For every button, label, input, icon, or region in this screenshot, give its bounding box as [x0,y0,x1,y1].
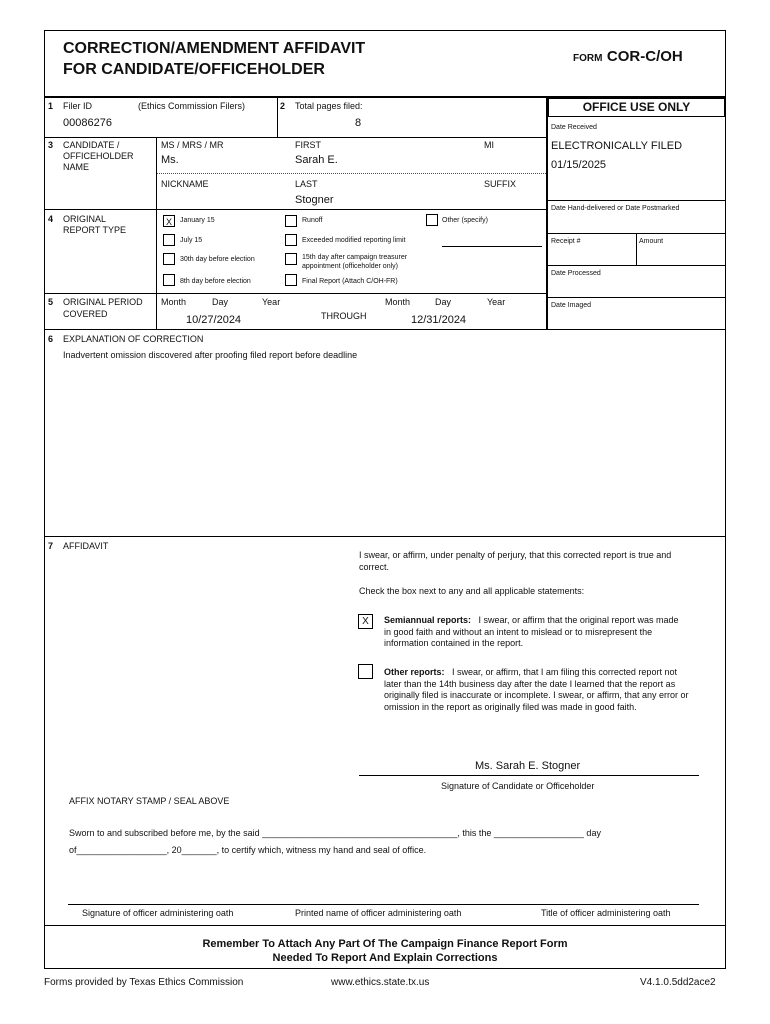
signature-line [359,775,699,776]
section-5-number: 5 [48,297,54,307]
form-id: FORM COR-C/OH [573,48,683,65]
filed-date: 01/15/2025 [551,159,607,171]
explanation-text[interactable]: Inadvertent omission discovered after proofing filed report before deadline [63,350,358,360]
explanation-label: EXPLANATION OF CORRECTION [63,334,204,344]
divider [547,265,726,266]
15th-day-label: appointment (officeholder only) [302,263,398,270]
end-day-label: Day [435,297,452,307]
divider [547,297,726,298]
signature-label: Signature of Candidate or Officeholder [441,781,595,791]
divider [636,233,637,265]
sworn-statement: Sworn to and subscribed before me, by the said _______________________________________, this the __________________ day [69,828,601,838]
8th-day-checkbox[interactable] [163,274,175,286]
name-label: NAME [63,162,90,172]
end-year-label: Year [487,297,506,307]
other-label: Other (specify) [442,217,488,224]
section-3-number: 3 [48,140,54,150]
other-reports-text: I swear, or affirm, that I am filing this corrected report not later than the 14th business day after the date I learned that the report as originally filed is inaccurate or incomplete. I swear, or affirm, that any error or omission in the report as originally filed was made in good faith. [384,667,689,712]
july-15-label: July 15 [180,237,203,244]
suffix-label: SUFFIX [484,179,517,189]
total-pages-label: Total pages filed: [295,101,363,111]
period-end-value[interactable]: 12/31/2024 [411,314,467,326]
form-title: CORRECTION/AMENDMENT AFFIDAVIT FOR CANDIDATE/OFFICEHOLDER [63,40,366,78]
period-label: COVERED [63,309,108,319]
divider [546,97,548,329]
officer-signature-line[interactable] [68,904,699,905]
divider [44,925,726,926]
section-2-number: 2 [280,101,286,111]
prefix-value[interactable]: Ms. [161,154,179,166]
exceeded-limit-label: Exceeded modified reporting limit [302,237,406,244]
period-label: ORIGINAL PERIOD [63,297,143,307]
end-month-label: Month [385,297,411,307]
final-report-label: Final Report (Attach C/OH-FR) [302,278,398,285]
last-name-label: LAST [295,179,318,189]
officer-name-label: Printed name of officer administering oath [295,908,462,918]
divider [44,209,546,210]
notary-stamp-label: AFFIX NOTARY STAMP / SEAL ABOVE [69,796,230,806]
filer-id-label: Filer ID [63,101,92,111]
start-month-label: Month [161,297,187,307]
officer-title-label: Title of officer administering oath [541,908,671,918]
officer-signature-label: Signature of officer administering oath [82,908,234,918]
exceeded-limit-checkbox[interactable] [285,234,297,246]
divider [547,116,726,117]
first-name-label: FIRST [295,140,321,150]
name-label: OFFICEHOLDER [63,151,134,161]
start-day-label: Day [212,297,229,307]
receipt-label: Receipt # [551,238,581,245]
reminder-line-2: Needed To Report And Explain Corrections [272,952,498,964]
semiannual-title: Semiannual reports: [384,615,472,625]
divider [44,536,726,537]
office-use-header: OFFICE USE ONLY [547,97,726,116]
semiannual-statement [384,615,686,650]
runoff-label: Runoff [302,217,323,224]
mi-label: MI [484,140,494,150]
divider [157,173,546,174]
divider [44,137,546,138]
footer-version: V4.1.0.5dd2ace2 [640,977,716,988]
final-report-checkbox[interactable] [285,274,297,286]
other-reports-statement [384,667,689,713]
8th-day-label: 8th day before election [180,278,251,285]
through-label: THROUGH [321,311,367,321]
july-15-checkbox[interactable] [163,234,175,246]
section-7-number: 7 [48,541,54,551]
runoff-checkbox[interactable] [285,215,297,227]
semiannual-checkbox[interactable]: X [358,614,373,629]
check-instruction: Check the box next to any and all applicable statements: [359,586,585,596]
total-pages-value[interactable]: 8 [355,117,362,129]
divider [547,200,726,201]
other-reports-title: Other reports: [384,667,445,677]
section-4-number: 4 [48,214,54,224]
electronically-filed-stamp: ELECTRONICALLY FILED [551,140,683,152]
start-year-label: Year [262,297,281,307]
prefix-label: MS / MRS / MR [161,140,224,150]
30th-day-label: 30th day before election [180,256,255,263]
nickname-label: NICKNAME [161,179,209,189]
name-label: CANDIDATE / [63,140,120,150]
30th-day-checkbox[interactable] [163,253,175,265]
other-specify-line[interactable] [442,246,542,247]
filer-id-value[interactable]: 00086276 [63,117,112,129]
last-name-value[interactable]: Stogner [295,194,334,206]
report-type-label: REPORT TYPE [63,225,127,235]
amount-label: Amount [639,238,664,245]
divider [44,293,546,294]
divider [277,97,278,137]
report-type-label: ORIGINAL [63,214,107,224]
footer-url[interactable]: www.ethics.state.tx.us [331,977,430,988]
divider [44,329,726,330]
section-1-number: 1 [48,101,54,111]
15th-day-checkbox[interactable] [285,253,297,265]
date-imaged-label: Date Imaged [551,302,592,309]
other-checkbox[interactable] [426,214,438,226]
15th-day-label: 15th day after campaign treasurer [302,254,408,261]
filer-id-sublabel: (Ethics Commission Filers) [138,101,246,111]
date-hand-delivered-label: Date Hand-delivered or Date Postmarked [551,205,680,212]
affidavit-label: AFFIDAVIT [63,541,109,551]
other-reports-checkbox[interactable] [358,664,373,679]
first-name-value[interactable]: Sarah E. [295,154,338,166]
footer-provider: Forms provided by Texas Ethics Commission [44,977,244,988]
date-processed-label: Date Processed [551,270,601,277]
period-start-value[interactable]: 10/27/2024 [186,314,242,326]
sworn-statement: of__________________, 20_______, to certify which, witness my hand and seal of office. [69,845,427,855]
january-15-label: January 15 [180,217,215,224]
january-15-checkbox[interactable]: X [163,215,175,227]
date-received-label: Date Received [551,124,597,131]
divider [156,137,157,329]
section-6-number: 6 [48,334,54,344]
signer-name[interactable]: Ms. Sarah E. Stogner [475,760,581,772]
swear-statement: I swear, or affirm, under penalty of perjury, that this corrected report is true and correct. [359,550,672,572]
reminder-line-1: Remember To Attach Any Part Of The Campaign Finance Report Form [202,938,568,950]
semiannual-text: I swear, or affirm that the original report was made in good faith and without an intent to mislead or to misrepresent the information contained in the report. [384,615,679,648]
